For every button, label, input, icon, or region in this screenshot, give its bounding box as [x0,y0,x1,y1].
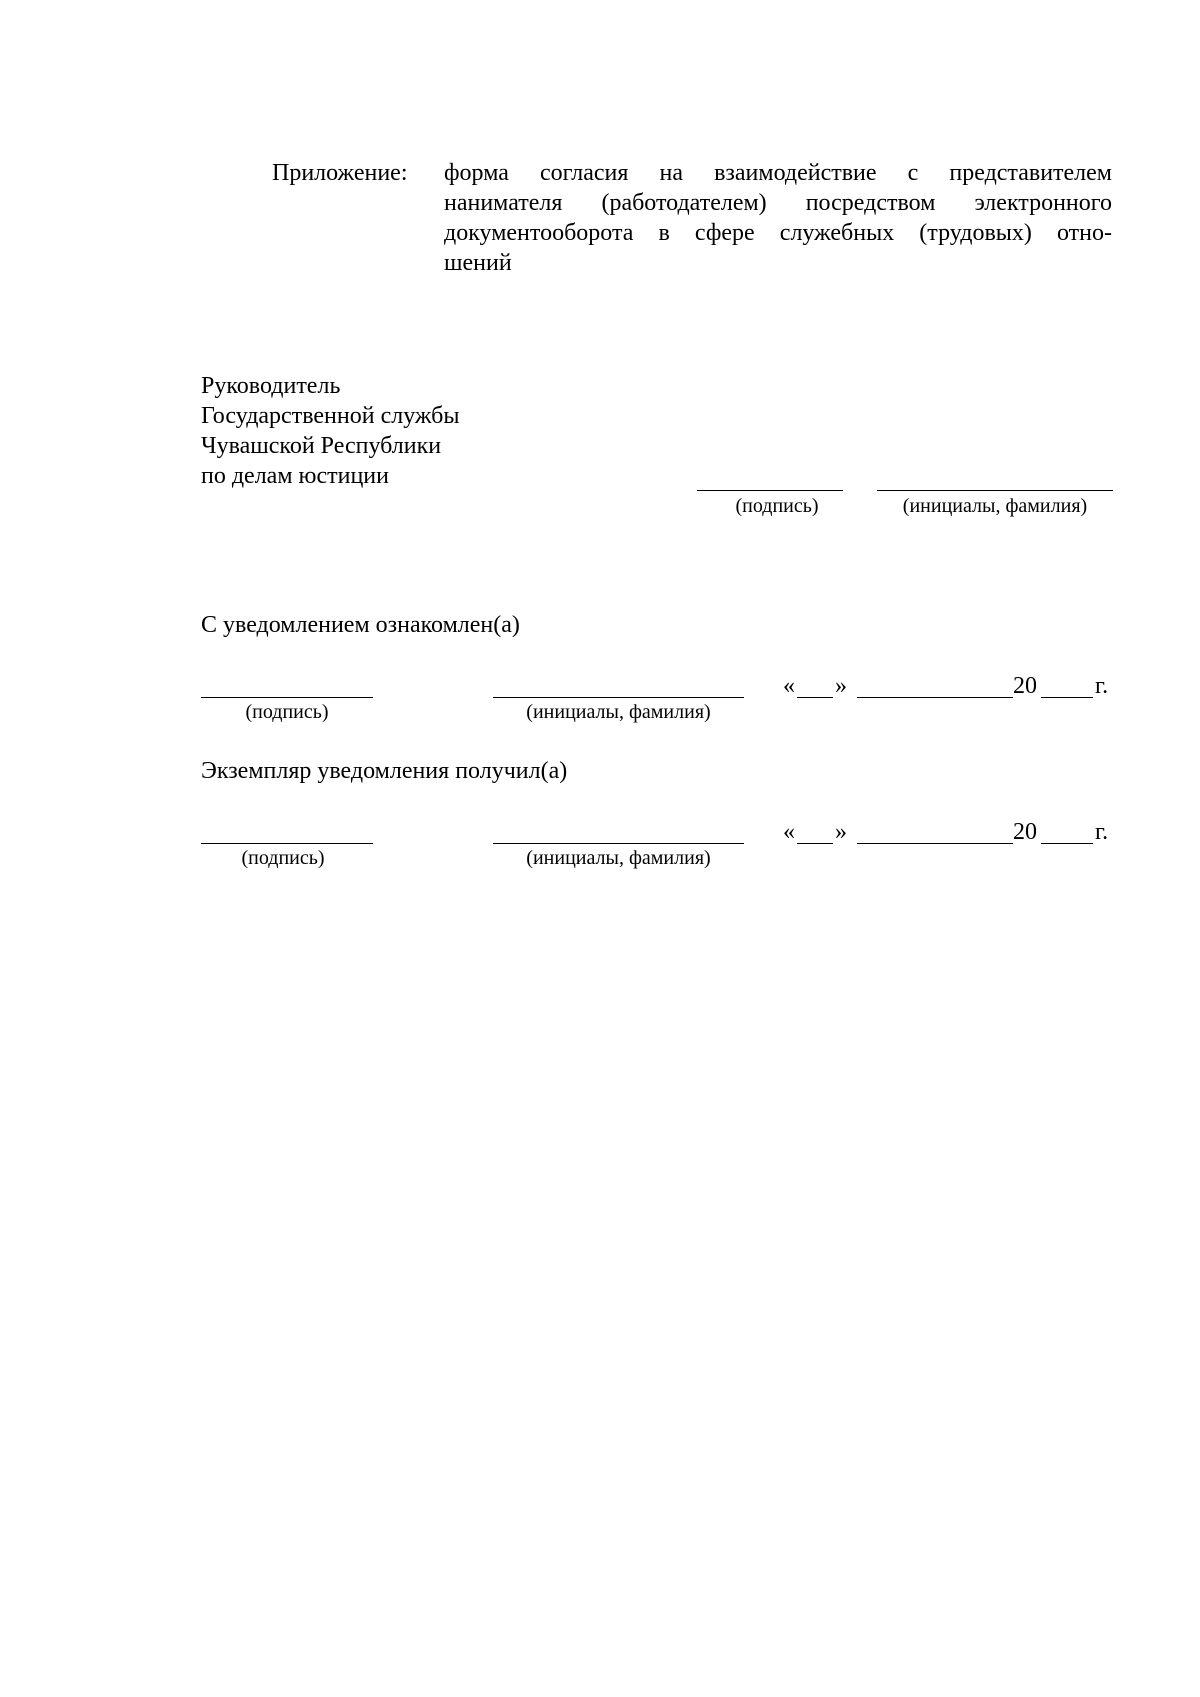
acknowledged-title: С уведомлением ознакомлен(а) [201,612,520,638]
acknowledged-signature-line[interactable] [201,697,373,698]
acknowledged-month-line[interactable] [857,697,1013,698]
received-quote-close: » [835,819,847,845]
acknowledged-day-line[interactable] [797,697,833,698]
head-position-title [201,371,459,491]
received-month-line[interactable] [857,843,1013,844]
received-day-line[interactable] [797,843,833,844]
received-name-caption: (инициалы, фамилия) [526,847,711,869]
acknowledged-name-line[interactable] [493,697,744,698]
appendix-line: документооборота в сфере служебных (трудовых) отно- [444,220,1112,246]
head-signature-line[interactable] [697,490,843,491]
acknowledged-name-caption: (инициалы, фамилия) [526,701,711,723]
acknowledged-year-line[interactable] [1041,697,1093,698]
acknowledged-quote-open: « [783,673,795,699]
received-signature-line[interactable] [201,843,373,844]
appendix-line: нанимателя (работодателем) посредством электронного [444,190,1112,216]
head-title-line: Чувашской Республики [201,433,442,459]
received-year-prefix: 20 [1013,819,1037,845]
acknowledged-year-prefix: 20 [1013,673,1037,699]
head-title-line: Руководитель [201,373,341,399]
acknowledged-quote-close: » [835,673,847,699]
acknowledged-signature-caption: (подпись) [245,701,329,723]
received-name-line[interactable] [493,843,744,844]
head-title-line: Государственной службы [201,403,460,429]
received-year-suffix: г. [1095,819,1109,845]
appendix-text [444,158,1112,278]
received-quote-open: « [783,819,795,845]
appendix-line: форма согласия на взаимодействие с представителем [444,160,1112,186]
received-title: Экземпляр уведомления получил(а) [201,758,568,784]
appendix-label: Приложение: [272,160,408,186]
head-name-line[interactable] [877,490,1113,491]
received-year-line[interactable] [1041,843,1093,844]
acknowledged-year-suffix: г. [1095,673,1109,699]
appendix-line: шений [444,250,512,276]
head-name-caption: (инициалы, фамилия) [902,495,1088,517]
head-signature-caption: (подпись) [735,495,819,517]
received-signature-caption: (подпись) [241,847,325,869]
head-title-line: по делам юстиции [201,463,389,489]
